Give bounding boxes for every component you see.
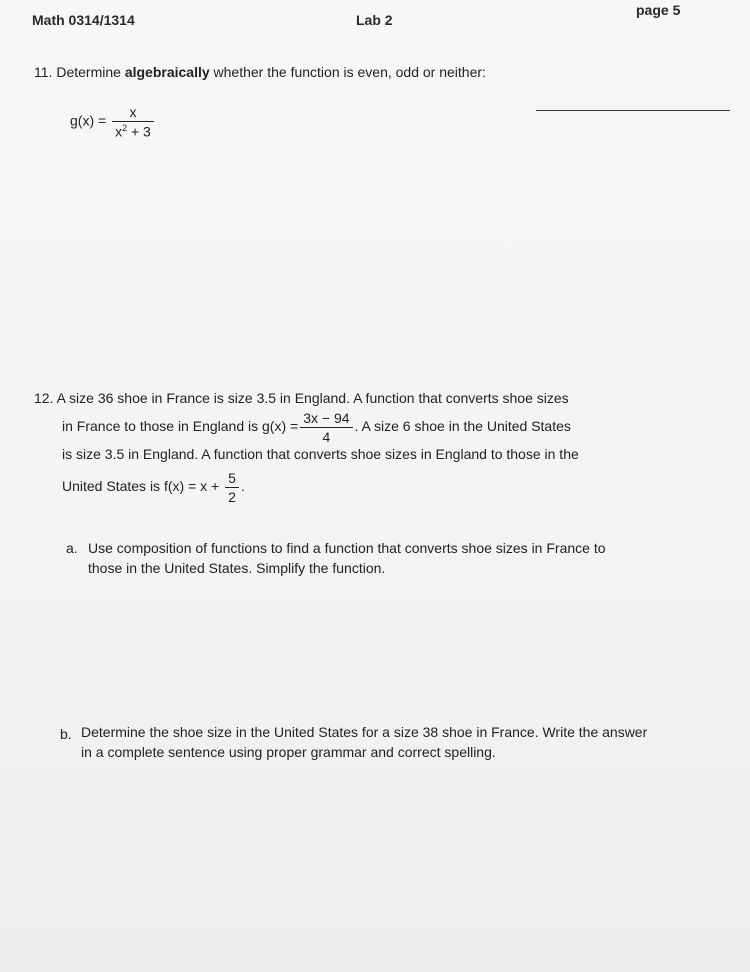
g-denominator — [112, 122, 154, 140]
lab-title: Lab 2 — [356, 12, 393, 28]
q12-line2-pre: in France to those in England is — [62, 418, 259, 435]
question-11-prompt — [34, 64, 486, 80]
page-number: page 5 — [636, 2, 681, 18]
q12-line4-post: . — [240, 478, 245, 495]
q12-line4-pre: United States is f(x) = x + — [62, 478, 220, 495]
g-fraction — [112, 104, 154, 140]
question-12-line-1 — [34, 390, 569, 406]
part-a-line-1: Use composition of functions to find a function that converts shoe sizes in France to — [88, 540, 606, 556]
q11-prompt-pre: Determine — [56, 64, 121, 80]
g-conversion-fraction — [300, 410, 352, 445]
g-func-label: g(x) = — [70, 112, 107, 129]
part-b-line-1: Determine the shoe size in the United States for a size 38 shoe in France. Write the answer — [81, 724, 648, 740]
course-title: Math 0314/1314 — [32, 12, 135, 28]
f-fraction — [225, 470, 239, 505]
g-conv-numerator: 3x − 94 — [300, 410, 352, 428]
f-numerator: 5 — [225, 470, 239, 488]
g-numerator: x — [112, 104, 154, 122]
part-a-label: a. — [66, 540, 78, 556]
q12-line1-text: A size 36 shoe in France is size 3.5 in England. A function that converts shoe sizes — [56, 390, 569, 406]
question-12-line-3: is size 3.5 in England. A function that converts shoe sizes in England to those in the — [62, 446, 579, 462]
g-function-expression — [70, 104, 156, 140]
question-11-number: 11. — [34, 64, 53, 80]
q11-prompt-bold: algebraically — [124, 64, 210, 80]
answer-line[interactable] — [536, 110, 730, 111]
f-denominator: 2 — [228, 489, 236, 505]
part-b-label: b. — [60, 726, 72, 742]
q12-line2-post: . A size 6 shoe in the United States — [354, 418, 571, 435]
part-b-line-2: in a complete sentence using proper grammar and correct spelling. — [81, 744, 496, 760]
g-den-exp: 2 — [122, 123, 128, 133]
g-den-tail: + 3 — [130, 123, 151, 140]
g-conv-denominator: 4 — [322, 429, 331, 445]
question-12-line-2 — [62, 410, 571, 445]
q12-line2-func: g(x) = — [262, 418, 299, 435]
question-12-number: 12. — [34, 390, 54, 406]
g-den-base: x — [115, 123, 123, 140]
question-12-line-4 — [62, 470, 245, 505]
q11-prompt-post: whether the function is even, odd or neither: — [213, 64, 486, 80]
part-a-line-2: those in the United States. Simplify the function. — [88, 560, 386, 576]
